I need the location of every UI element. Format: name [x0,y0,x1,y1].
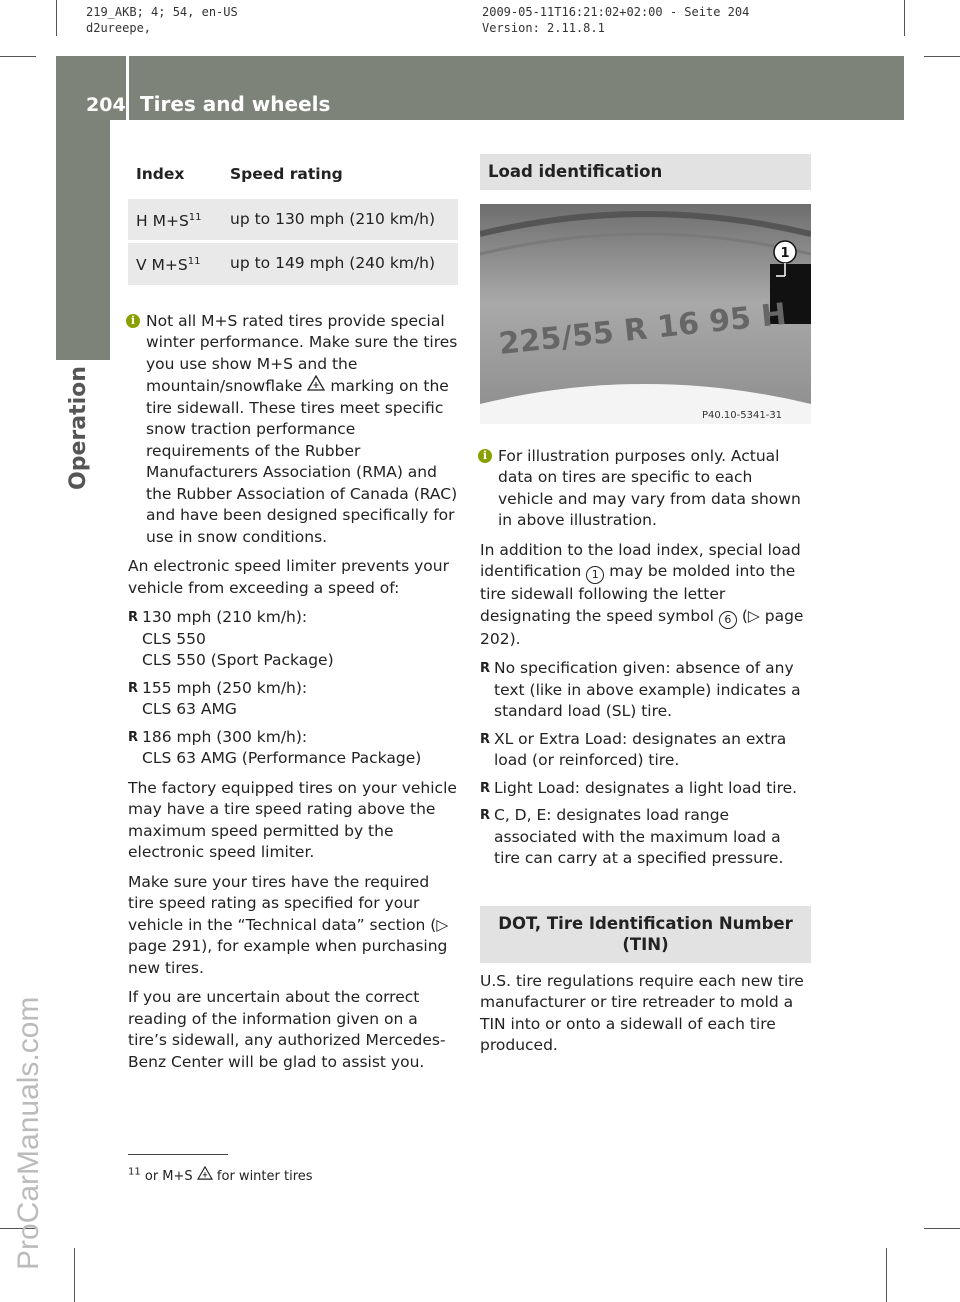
meta-line: 219_AKB; 4; 54, en-US [86,5,238,19]
footnote-text: for winter tires [212,1169,313,1184]
list-line: R 186 mph (300 km/h): [142,727,308,746]
footnote-text: or M+S [140,1169,197,1184]
left-column [128,154,458,1081]
list-item: R Light Load: designates a light load tire. [480,778,811,800]
crop-mark [0,56,36,57]
footnote-ref: 11 [188,211,202,223]
section-heading: Load identification [480,154,811,190]
meta-line: d2ureepe, [86,21,152,35]
info-text: For illustration purposes only. Actual data on tires are specific to each vehicle and may vary from data shown in above illustration. [498,446,801,529]
info-text: Not all M+S rated tires provide special winter performance. Make sure the tires you use show M+S and the mountain/snowflake [146,311,458,396]
watermark: ProCarManuals.com [12,996,45,1270]
list-item [128,678,458,721]
list-line: CLS 550 (Sport Package) [142,651,334,670]
print-meta-right [482,4,749,36]
list-line: R 130 mph (210 km/h): [142,608,308,627]
mountain-snowflake-icon [197,1169,213,1184]
table-cell: up to 130 mph (210 km/h) [222,197,458,242]
text: ( [736,606,748,625]
table-cell: up to 149 mph (240 km/h) [222,242,458,285]
table-row [128,242,458,285]
footnote-divider [128,1154,228,1155]
list-item [128,727,458,770]
list-item [128,607,458,672]
text: may be molded into the tire sidewall following the letter designating the speed symbol [480,562,796,625]
print-meta-left [86,4,238,36]
list-line: CLS 550 [142,629,206,648]
speed-rating-table [128,154,458,285]
list-item: R C, D, E: designates load range associated with the maximum load a tire can carry at a specified pressure. [480,805,811,870]
crop-mark [904,0,905,36]
paragraph: If you are uncertain about the correct reading of the information given on a tire’s sidewall, any authorized Mercedes-Benz Center will be glad to assist you. [128,988,446,1071]
table-cell [128,242,222,285]
page-ref-arrow-icon: ▷ [747,606,760,625]
crop-mark [924,56,960,57]
table-header-row [128,154,458,197]
right-column [480,154,811,1065]
speed-limit-list [128,607,458,770]
table-header: Speed rating [230,165,343,183]
footnote [128,1166,313,1184]
list-line: R 155 mph (250 km/h): [142,678,308,697]
list-line: CLS 63 AMG [142,700,237,719]
table-cell [128,197,222,242]
list-item: R No specification given: absence of any text (like in above example) indicates a standard load (SL) tire. [480,658,811,723]
footnote-number: 11 [128,1166,141,1178]
info-icon: i [478,449,492,463]
mountain-snowflake-icon [307,377,325,395]
tire-illustration [480,204,811,424]
paragraph: The factory equipped tires on your vehicle may have a tire speed rating above the maximum speed permitted by the electronic speed limiter. [128,778,457,862]
text: In addition to the load index, special load identification [480,540,801,580]
paragraph [128,872,458,980]
callout-6-symbol: 6 [719,611,737,629]
table-row [128,197,458,242]
index-value: H M+S [136,211,189,230]
paragraph [480,540,811,651]
list-line: CLS 63 AMG (Performance Package) [142,749,422,768]
crop-mark [886,1248,887,1302]
crop-mark [56,0,57,36]
page-ref-arrow-icon: ▷ [436,915,449,934]
info-text: marking on the tire sidewall. These tires meet specific snow traction performance requirements of the Rubber Manufacturers Association (RMA) and the Rubber Association of Canada (RAC) and have been designed specifically for use in snow conditions. [146,377,458,546]
info-note [480,446,811,532]
callout-1-symbol: 1 [586,566,604,584]
callout-number: 1 [780,245,790,261]
text: page 202). [480,606,804,648]
list-item: R XL or Extra Load: designates an extra load (or reinforced) tire. [480,729,811,772]
image-code: P40.10-5341-31 [702,409,783,421]
info-icon: i [126,314,140,328]
paragraph: An electronic speed limiter prevents your vehicle from exceeding a speed of: [128,557,449,597]
page-title: Tires and wheels [140,92,331,116]
tire-size-marking: 225/55 R 16 95 H [497,296,789,362]
text: page 291), for example when purchasing new tires. [128,937,448,977]
meta-line: 2009-05-11T16:21:02+02:00 - Seite 204 [482,5,750,19]
page-number: 204 [86,94,126,116]
crop-mark [924,1228,960,1229]
side-tab-box [56,320,110,360]
footnote-ref: 11 [187,256,201,268]
info-note [128,311,458,549]
section-heading: DOT, Tire Identification Number (TIN) [480,906,811,963]
load-id-list [480,658,811,870]
crop-mark [74,1248,75,1302]
header-separator [126,56,129,120]
text: Make sure your tires have the required tire speed rating as specified for your vehicle in the “Technical data” section ( [128,872,437,934]
tire-sidewall-image [480,204,811,424]
side-section-label: Operation [66,366,91,490]
meta-line: Version: 2.11.8.1 [482,21,605,35]
table-header: Index [136,165,185,183]
index-value: V M+S [136,256,188,275]
paragraph: U.S. tire regulations require each new tire manufacturer or tire retreader to mold a TIN into or onto a sidewall of each tire produced. [480,971,804,1054]
side-tab [56,120,110,320]
